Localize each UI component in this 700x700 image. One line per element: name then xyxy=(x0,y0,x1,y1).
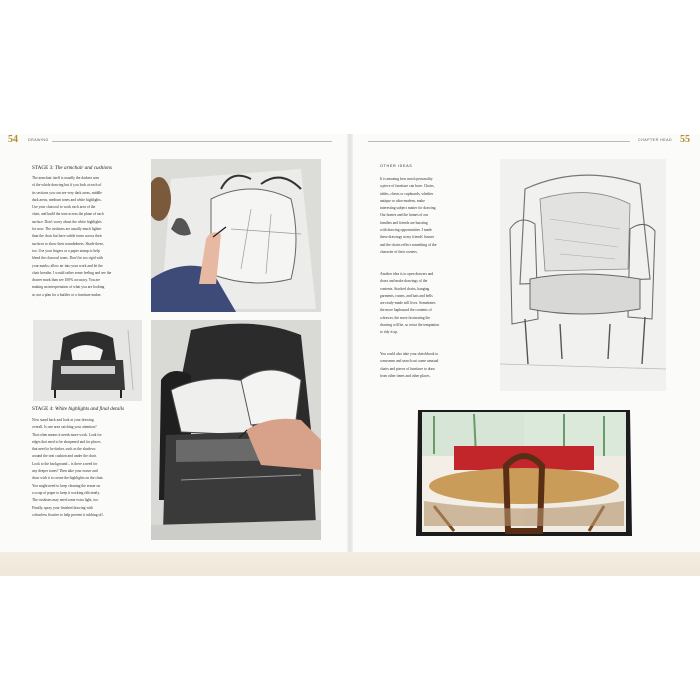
text-line: chair, and build the tone across the plane of each xyxy=(32,212,104,217)
text-line: and the chairs reflect something of the xyxy=(380,242,437,247)
text-line: tables, chests or cupboards, whether xyxy=(380,191,434,196)
photo-charcoal-armchair-highlights xyxy=(151,320,321,540)
text-line: too. Use your fingers or a paper stump to help xyxy=(32,248,100,253)
text-line: doors and make drawings of the xyxy=(380,279,428,284)
left-running-head: DRAWING xyxy=(28,138,49,142)
watercolour-sketchbook xyxy=(414,406,634,540)
text-line: drawer mark than see 100% accuracy. You are xyxy=(32,278,101,283)
text-line: character of their owners. xyxy=(380,249,418,254)
text-line: drawing will be, so resist the temptation xyxy=(380,323,440,328)
text-line: for now. The cushions are usually much lighter xyxy=(32,227,102,232)
stage3-heading: STAGE 3: The armchair and cushions xyxy=(32,165,112,171)
text-line: Our homes and the homes of our xyxy=(380,213,429,218)
photo-artist-drawing-armchair xyxy=(151,159,321,312)
text-line: You could also take your sketchbook to xyxy=(380,352,439,356)
text-line: making an interpretation of what you are looking xyxy=(32,285,105,290)
text-line: overall. Is one area catching your attention? xyxy=(32,425,97,430)
text-line: a scrap of paper to keep it working efficiently. xyxy=(32,490,100,495)
text-line: that need to be darker, such as the shadows xyxy=(32,447,96,452)
text-line: antique or ultra-modern, make xyxy=(380,198,425,203)
text-line: families and friends are bursting xyxy=(380,220,428,225)
text-line: Now stand back and look at your drawing xyxy=(32,418,94,422)
text-line: with drawing opportunities. I made xyxy=(380,228,432,233)
text-line: your marks; allow air into your work and let the xyxy=(32,263,103,268)
text-line: The cushions may need some extra light, too. xyxy=(32,498,99,503)
text-line: Another idea is to open drawers and xyxy=(380,272,434,276)
text-line: to tidy it up. xyxy=(380,330,399,335)
text-line: a museum and search out some unusual xyxy=(380,359,439,364)
book-spread xyxy=(0,134,700,552)
text-line: of the whole drawing but if you look at each of xyxy=(32,183,102,188)
text-line: Finally, spray your finished drawing with xyxy=(32,505,94,510)
text-line: It is amazing how much personality xyxy=(380,177,433,181)
right-page xyxy=(350,134,700,552)
text-line: from other times and other places. xyxy=(380,373,431,378)
text-line: a drawer, the more fascinating the xyxy=(380,315,431,320)
text-line: dark areas, medium tones and white highlights. xyxy=(32,197,102,202)
text-line: a piece of furniture can have. Chairs, xyxy=(380,184,435,189)
text-line: blend the charcoal tones. Don't be too rigid with xyxy=(32,256,104,261)
photo-armchair-sketch-stage xyxy=(33,320,142,401)
text-line: draw with it to create the highlights on the chair. xyxy=(32,476,104,481)
text-line: around the seat cushion and under the chair. xyxy=(32,454,97,459)
other-ideas-paragraph-3 xyxy=(380,351,438,380)
stage4-heading: STAGE 4: White highlights and final details xyxy=(32,406,125,412)
text-line: are ready-made still lives. Sometimes xyxy=(380,301,436,306)
left-folio: 54 xyxy=(8,134,18,145)
text-line: Use your charcoal to work each area of the xyxy=(32,205,96,210)
left-header-rule xyxy=(52,141,332,142)
other-ideas-paragraph-2 xyxy=(380,271,439,337)
text-line: any deeper tones? Then take your eraser and xyxy=(32,469,98,474)
text-line: That often means it needs more work. Look for xyxy=(32,432,102,437)
text-line: than the chair but have subtle tones across their xyxy=(32,234,102,239)
pencil-armchair-sketch xyxy=(500,159,666,391)
text-line: chairs and pieces of furniture to draw xyxy=(380,366,436,371)
bottom-paper-strip xyxy=(0,552,700,576)
right-header-rule xyxy=(368,141,630,142)
other-ideas-paragraph-1 xyxy=(380,176,437,256)
left-page xyxy=(0,134,350,552)
text-line: contents. Stacked chairs, hanging xyxy=(380,286,430,291)
text-line: garments, rooms, and hats and bells xyxy=(380,293,433,298)
text-line: colourless fixative to help prevent it rubbing off. xyxy=(32,512,104,517)
text-line: these drawings at my friends' houses xyxy=(380,235,435,240)
other-ideas-heading: OTHER IDEAS xyxy=(380,164,413,168)
text-line: The armchair itself is usually the darkest area xyxy=(32,176,100,180)
stage4-text xyxy=(32,417,104,519)
text-line: Look to the background – is there a need for xyxy=(32,461,98,466)
text-line: interesting subject matter for drawing. xyxy=(380,206,437,211)
text-line: You might need to keep cleaning the eraser on xyxy=(32,483,101,488)
stage3-text xyxy=(32,175,111,299)
text-line: the more haphazard the contents of xyxy=(380,308,432,313)
text-line: its sections you can see very dark areas, middle xyxy=(32,190,102,195)
text-line: at, not a plan for a builder or a furniture maker. xyxy=(32,292,102,297)
text-line: edges that need to be sharpened and for places xyxy=(32,439,101,444)
text-line: surfaces to show their roundedness. Shade these, xyxy=(32,241,104,246)
right-folio: 55 xyxy=(680,134,690,145)
right-running-head: CHAPTER HEAD xyxy=(638,138,673,142)
text-line: chair breathe. I would rather sense feeling and see the xyxy=(32,270,112,275)
text-line: surface. Don't worry about the white highlights xyxy=(32,219,102,224)
